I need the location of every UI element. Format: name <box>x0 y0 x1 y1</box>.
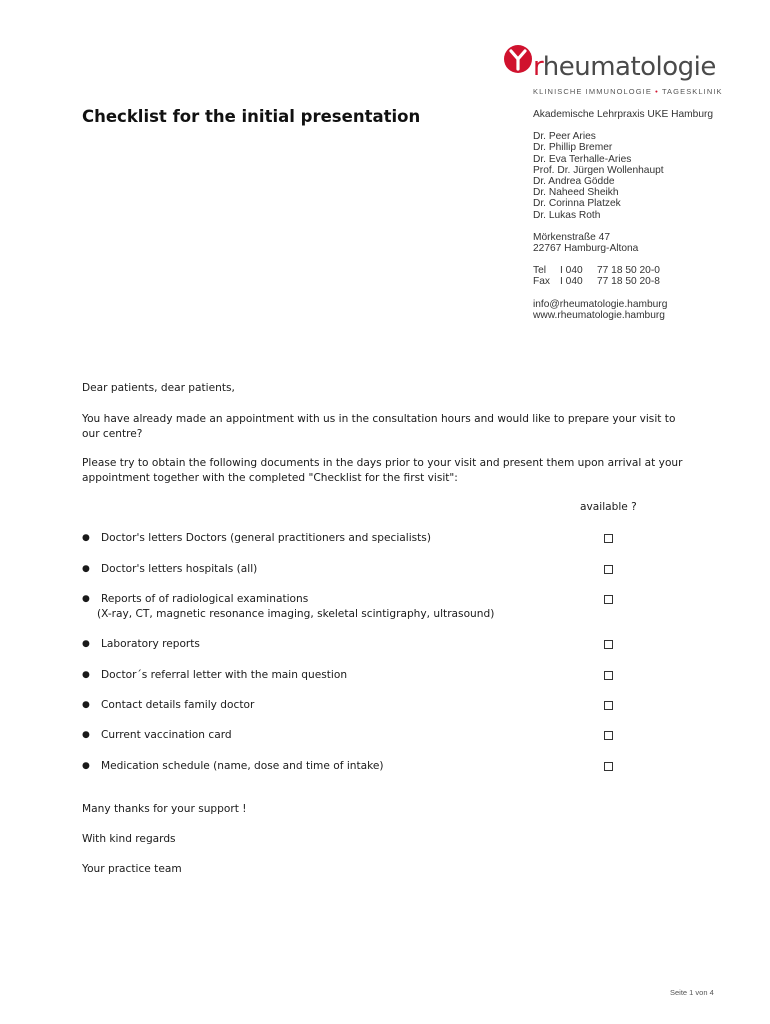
checklist-item-label: Current vaccination card <box>101 729 232 741</box>
bullet-icon: ● <box>82 730 90 740</box>
antibody-y-icon <box>503 44 533 74</box>
page-number: Seite 1 von 4 <box>670 988 714 997</box>
bullet-icon: ● <box>82 670 90 680</box>
phone-label: Tel <box>533 265 547 277</box>
city-address: 22767 Hamburg-Altona <box>533 243 639 255</box>
doctor-name: Dr. Peer Aries <box>533 131 596 143</box>
street-address: Mörkenstraße 47 <box>533 231 611 243</box>
fax-row <box>533 276 763 287</box>
checklist-item-label: Doctor's letters Doctors (general practitioners and specialists) <box>101 532 431 544</box>
closing-thanks: Many thanks for your support ! <box>82 803 247 815</box>
bullet-icon: ● <box>82 761 90 771</box>
doctor-name: Dr. Lukas Roth <box>533 209 601 221</box>
website-link[interactable]: www.rheumatologie.hamburg <box>533 309 665 321</box>
document-title: Checklist for the initial presentation <box>82 107 421 126</box>
fax-label: Fax <box>533 276 550 288</box>
available-checkbox[interactable] <box>604 671 613 680</box>
bullet-icon: ● <box>82 533 90 543</box>
available-column-header: available ? <box>580 501 637 513</box>
phone-area: I 040 <box>560 265 583 277</box>
available-checkbox[interactable] <box>604 534 613 543</box>
bullet-icon: ● <box>82 594 90 604</box>
instructions-paragraph: Please try to obtain the following documents in the days prior to your visit and present them upon arrival at your appointment together with the completed "Checklist for the first visit": <box>82 457 683 484</box>
logo-tagline-separator: • <box>655 87 659 96</box>
logo-word-rest: heumatologie <box>542 52 716 82</box>
bullet-icon: ● <box>82 639 90 649</box>
logo-wordmark <box>533 52 716 82</box>
closing-team: Your practice team <box>82 863 182 875</box>
greeting: Dear patients, dear patients, <box>82 382 235 394</box>
checklist-item-label: Laboratory reports <box>101 638 200 650</box>
doctor-name: Prof. Dr. Jürgen Wollenhaupt <box>533 164 664 176</box>
logo-tagline <box>533 87 723 96</box>
available-checkbox[interactable] <box>604 595 613 604</box>
bullet-icon: ● <box>82 564 90 574</box>
practice-logo <box>503 42 723 102</box>
available-checkbox[interactable] <box>604 762 613 771</box>
checklist-item-label: Doctor´s referral letter with the main question <box>101 669 348 681</box>
closing-regards: With kind regards <box>82 833 176 845</box>
phone-row <box>533 265 763 276</box>
email-link[interactable]: info@rheumatologie.hamburg <box>533 298 668 310</box>
checklist-item-label: Reports of of radiological examinations <box>101 593 309 605</box>
practice-name: Akademische Lehrpraxis UKE Hamburg <box>533 109 714 120</box>
logo-tagline-right: TAGESKLINIK <box>661 87 723 96</box>
checklist-item-label: Doctor's letters hospitals (all) <box>101 563 258 575</box>
logo-initial: r <box>533 52 543 82</box>
checklist-item-label: Contact details family doctor <box>101 699 255 711</box>
doctor-name: Dr. Eva Terhalle-Aries <box>533 153 632 165</box>
available-checkbox[interactable] <box>604 731 613 740</box>
available-checkbox[interactable] <box>604 640 613 649</box>
available-checkbox[interactable] <box>604 701 613 710</box>
doctor-name: Dr. Andrea Gödde <box>533 176 615 188</box>
doctor-name: Dr. Naheed Sheikh <box>533 187 619 199</box>
intro-paragraph: You have already made an appointment with us in the consultation hours and would like to prepare your visit to our centre? <box>82 413 676 440</box>
address-block <box>533 109 763 321</box>
bullet-icon: ● <box>82 700 90 710</box>
logo-tagline-left: KLINISCHE IMMUNOLOGIE <box>533 87 652 96</box>
available-checkbox[interactable] <box>604 565 613 574</box>
phone-number: 77 18 50 20-0 <box>597 265 660 277</box>
checklist-item-detail: (X-ray, CT, magnetic resonance imaging, skeletal scintigraphy, ultrasound) <box>97 608 495 620</box>
doctor-name: Dr. Corinna Platzek <box>533 198 621 210</box>
fax-area: I 040 <box>560 276 583 288</box>
fax-number: 77 18 50 20-8 <box>597 276 660 288</box>
doctor-name: Dr. Phillip Bremer <box>533 142 613 154</box>
checklist-item-label: Medication schedule (name, dose and time of intake) <box>101 760 384 772</box>
